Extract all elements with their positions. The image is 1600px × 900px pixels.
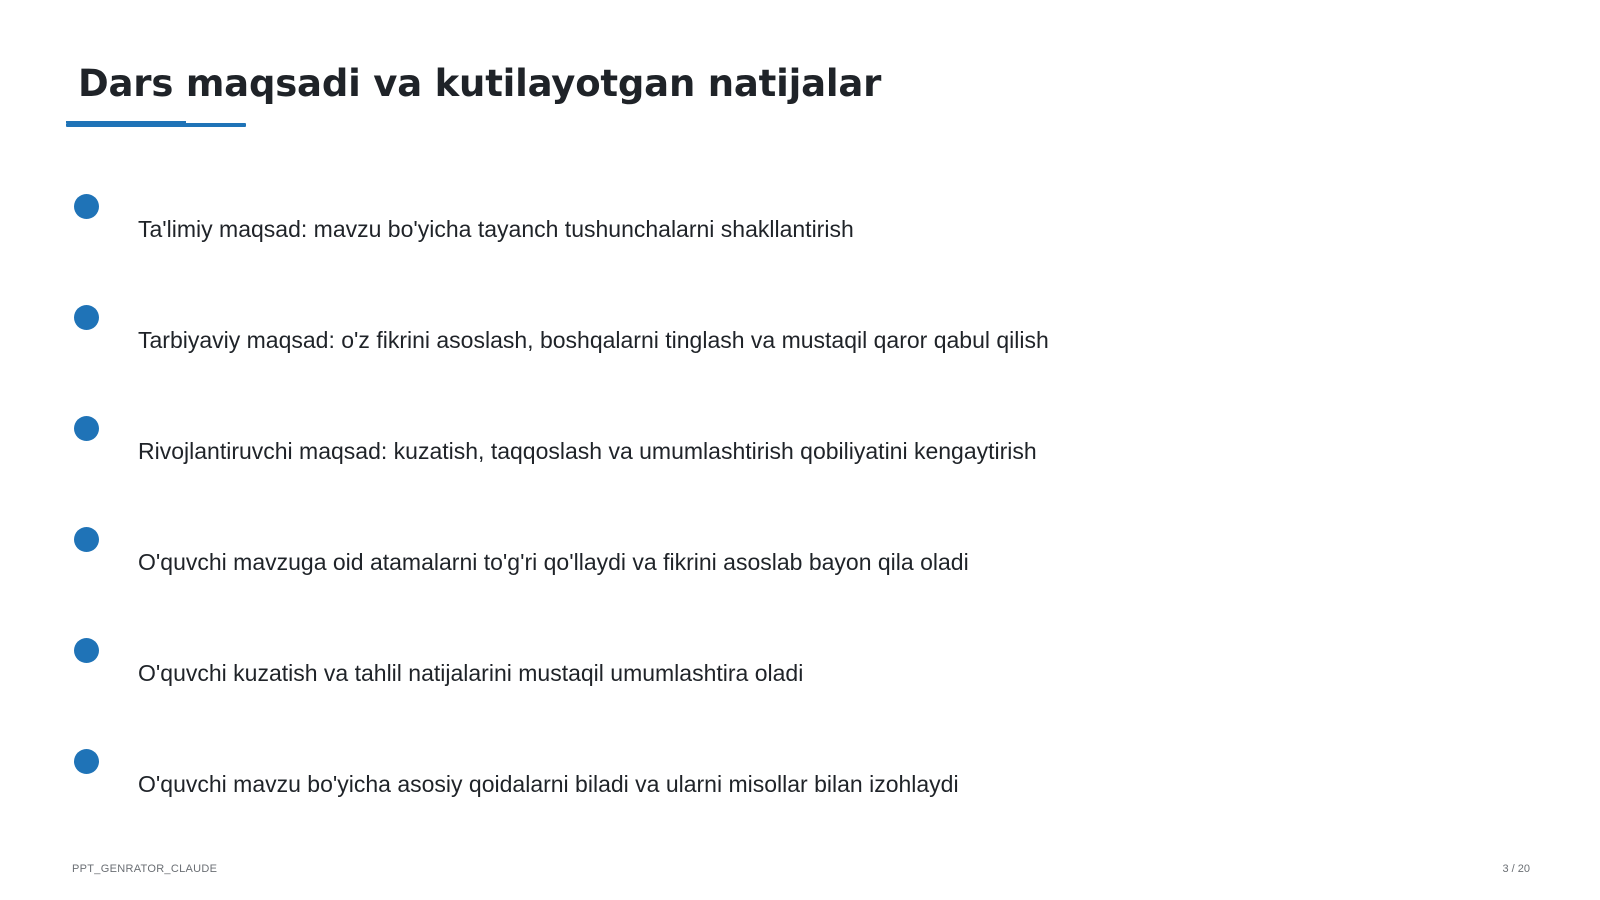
list-item	[74, 305, 1274, 365]
list-item-text: O'quvchi mavzuga oid atamalarni to'g'ri qo'llaydi va fikrini asoslab bayon qila oladi	[138, 549, 969, 575]
list-item-text: O'quvchi kuzatish va tahlil natijalarini mustaqil umumlashtira oladi	[138, 660, 804, 686]
bullet-dot-icon	[74, 749, 99, 774]
list-item-text: Tarbiyaviy maqsad: o'z fikrini asoslash, boshqalarni tinglash va mustaqil qaror qabul qilish	[138, 327, 1049, 353]
bullet-dot-icon	[74, 194, 99, 219]
list-item-text: Ta'limiy maqsad: mavzu bo'yicha tayanch tushunchalarni shakllantirish	[138, 216, 854, 242]
list-item	[74, 416, 1274, 476]
list-item	[74, 638, 1274, 698]
list-item-text: Rivojlantiruvchi maqsad: kuzatish, taqqoslash va umumlashtirish qobiliyatini kengaytirish	[138, 438, 1037, 464]
bullet-dot-icon	[74, 305, 99, 330]
page-indicator: 3 / 20	[1502, 863, 1530, 875]
slide-title: Dars maqsadi va kutilayotgan natijalar	[78, 62, 882, 105]
bullet-dot-icon	[74, 527, 99, 552]
footer-source-label: PPT_GENRATOR_CLAUDE	[72, 863, 218, 875]
list-item-text: O'quvchi mavzu bo'yicha asosiy qoidalarni biladi va ularni misollar bilan izohlaydi	[138, 771, 959, 797]
bullet-dot-icon	[74, 638, 99, 663]
list-item	[74, 749, 1274, 809]
list-item	[74, 527, 1274, 587]
list-item	[74, 194, 1274, 254]
bullet-dot-icon	[74, 416, 99, 441]
